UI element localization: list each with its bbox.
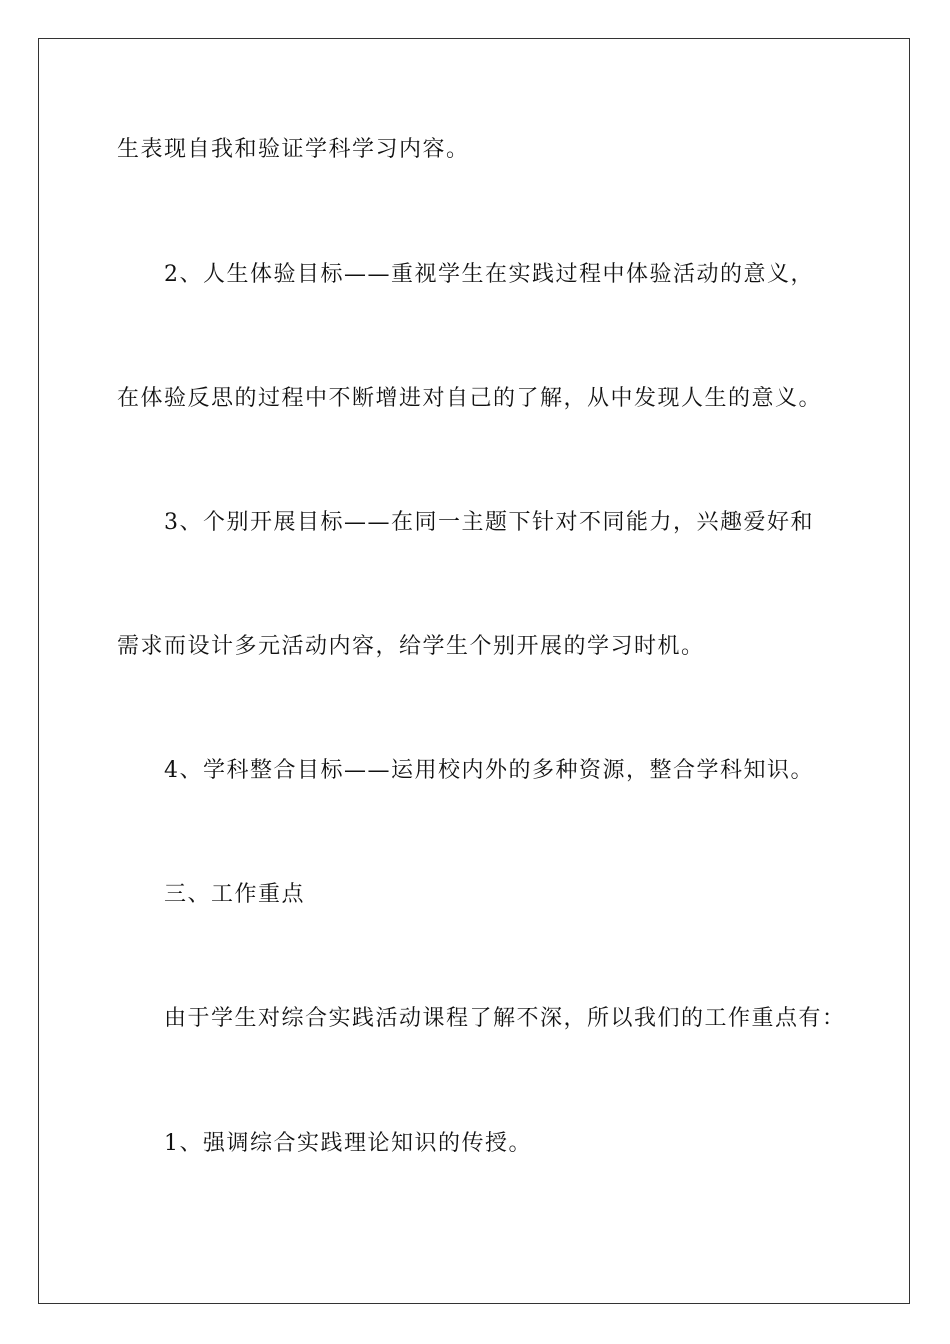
- paragraph-line-1: 生表现自我和验证学科学习内容。: [117, 137, 470, 162]
- paragraph-line-2: 2、人生体验目标——重视学生在实践过程中体验活动的意义，: [164, 262, 814, 287]
- paragraph-line-4: 3、个别开展目标——在同一主题下针对不同能力，兴趣爱好和: [164, 510, 814, 535]
- paragraph-line-8: 由于学生对综合实践活动课程了解不深，所以我们的工作重点有：: [164, 1006, 846, 1031]
- section-heading: 三、工作重点: [164, 882, 306, 907]
- page-border: [38, 38, 910, 1304]
- paragraph-line-6: 4、学科整合目标——运用校内外的多种资源，整合学科知识。: [164, 758, 814, 783]
- paragraph-line-3: 在体验反思的过程中不断增进对自己的了解，从中发现人生的意义。: [117, 386, 823, 411]
- paragraph-line-9: 1、强调综合实践理论知识的传授。: [164, 1131, 532, 1156]
- paragraph-line-5: 需求而设计多元活动内容，给学生个别开展的学习时机。: [117, 634, 705, 659]
